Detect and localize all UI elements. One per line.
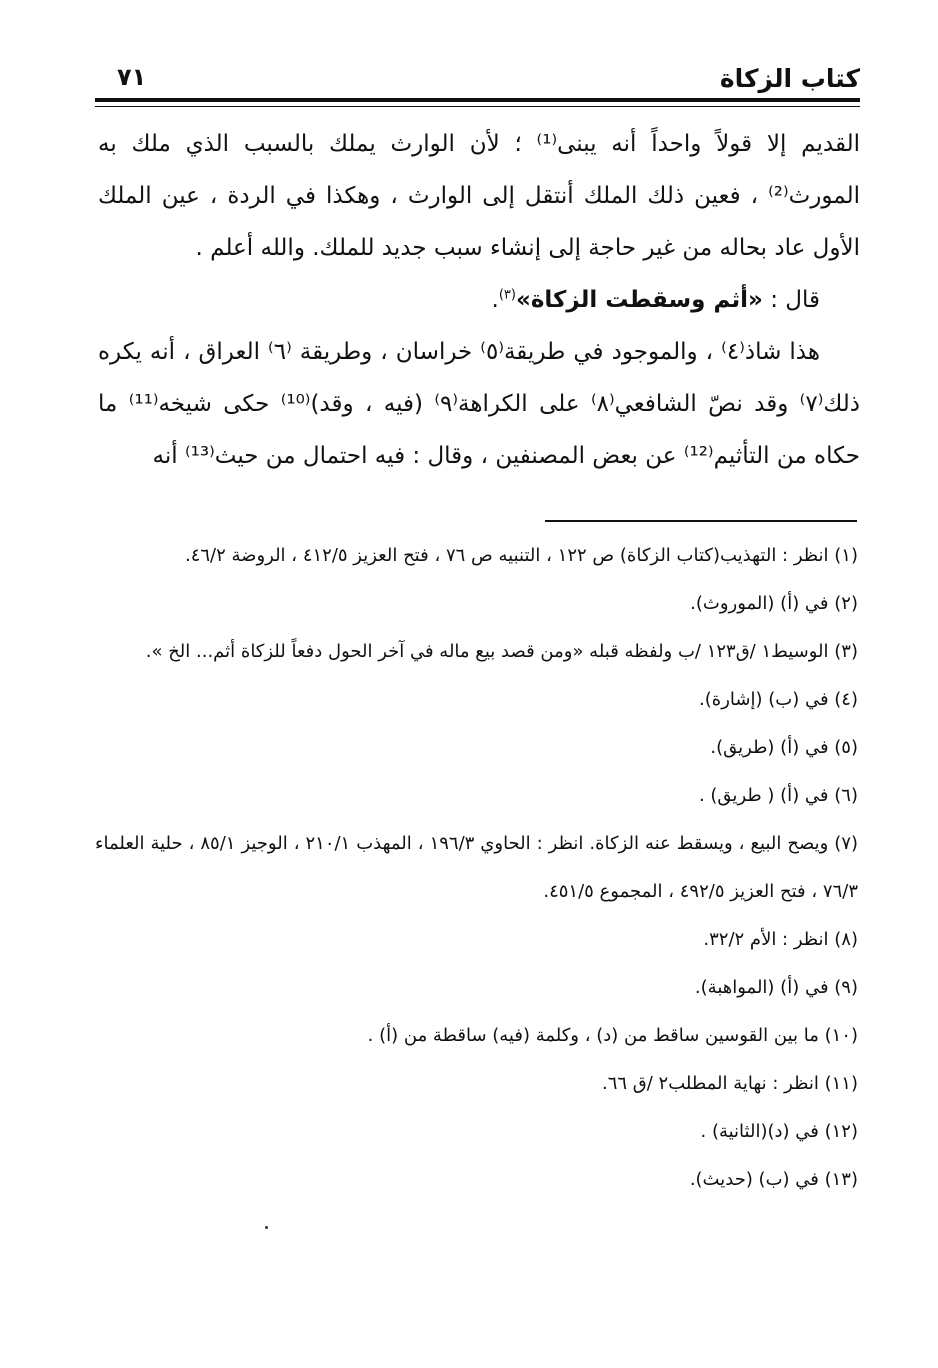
- footnote-separator: [545, 520, 857, 522]
- footnote-7: (٧) ويصح البيع ، ويسقط عنه الزكاة. انظر : الحاوي ١٩٦/٣ ، المهذب ٢١٠/١ ، الوجيز ٨٥/١ ، حلية العلماء ٧٦/٣ ، فتح العزيز ٤٩٢/٥ ، المجموع ٤٥١/٥.: [95, 833, 859, 902]
- para2-suffix: .: [491, 287, 499, 313]
- footnote-ref: (٣): [498, 287, 516, 303]
- footnote-1: (١) انظر : التهذيب(كتاب الزكاة) ص ١٢٢ ، التنبيه ص ٧٦ ، فتح العزيز ٤١٢/٥ ، الروضة ٤٦/٢.: [184, 545, 858, 566]
- scan-speck: [265, 1226, 268, 1229]
- main-paragraph-2: [98, 274, 860, 326]
- para2-prefix: قال :: [762, 287, 820, 313]
- running-title: كتاب الزكاة: [719, 64, 860, 93]
- footnote-11: (١١) انظر : نهاية المطلب٢ /ق ٦٦.: [601, 1073, 858, 1094]
- footnote-3: (٣) الوسيط١ /ق١٢٣ /ب ولفظه قبله «ومن قصد بيع ماله في آخر الحول دفعاً للزكاة أثم... الخ ».: [145, 641, 858, 662]
- footnote-12: (١٢) في (د)(الثانية) .: [700, 1121, 858, 1142]
- page-header: [95, 62, 860, 102]
- header-rule-thin: [95, 106, 860, 107]
- footnote-9: (٩) في (أ) (المواهبة).: [694, 977, 858, 998]
- header-rule-thick: [95, 98, 860, 102]
- footnote-4: (٤) في (ب) (إشارة).: [699, 689, 858, 710]
- footnote-13: (١٣) في (ب) (حديث).: [689, 1169, 858, 1190]
- footnote-6: (٦) في (أ) ( طريق) .: [698, 785, 858, 806]
- main-paragraph-1: القديم إلا قولاً واحداً أنه يبنى⁽¹⁾ ؛ لأن الوارث يملك بالسبب الذي ملك به المورث⁽²⁾ ، فعين ذلك الملك أنتقل إلى الوارث ، وهكذا في الردة ، عين الملك الأول عاد بحاله من غير حاجة إلى إنشاء سبب جديد للملك. والله أعلم .: [98, 131, 860, 261]
- main-text: [98, 118, 860, 482]
- quoted-text: «أثم وسقطت الزكاة»: [515, 287, 763, 313]
- footnote-5: (٥) في (أ) (طريق).: [710, 737, 858, 758]
- main-paragraph-3: هذا شاذ⁽٤⁾ ، والموجود في طريقة⁽٥⁾ خراسان ، وطريقة ⁽٦⁾ العراق ، أنه يكره ذلك⁽٧⁾ وقد نصّ الشافعي⁽٨⁾ على الكراهة⁽٩⁾ (فيه ، وقد)⁽¹⁰⁾ حكى شيخه⁽¹¹⁾ ما حكاه من التأثيم⁽¹²⁾ عن بعض المصنفين ، وقال : فيه احتمال من حيث⁽¹³⁾ أنه: [98, 339, 860, 469]
- page-number: ٧١: [117, 63, 147, 91]
- footnote-2: (٢) في (أ) (الموروث).: [690, 593, 858, 614]
- footnote-10: (١٠) ما بين القوسين ساقط من (د) ، وكلمة (فيه) ساقطة من (أ) .: [367, 1025, 858, 1046]
- footnote-8: (٨) انظر : الأم ٣٢/٢.: [703, 929, 858, 950]
- footnotes: [95, 532, 858, 1204]
